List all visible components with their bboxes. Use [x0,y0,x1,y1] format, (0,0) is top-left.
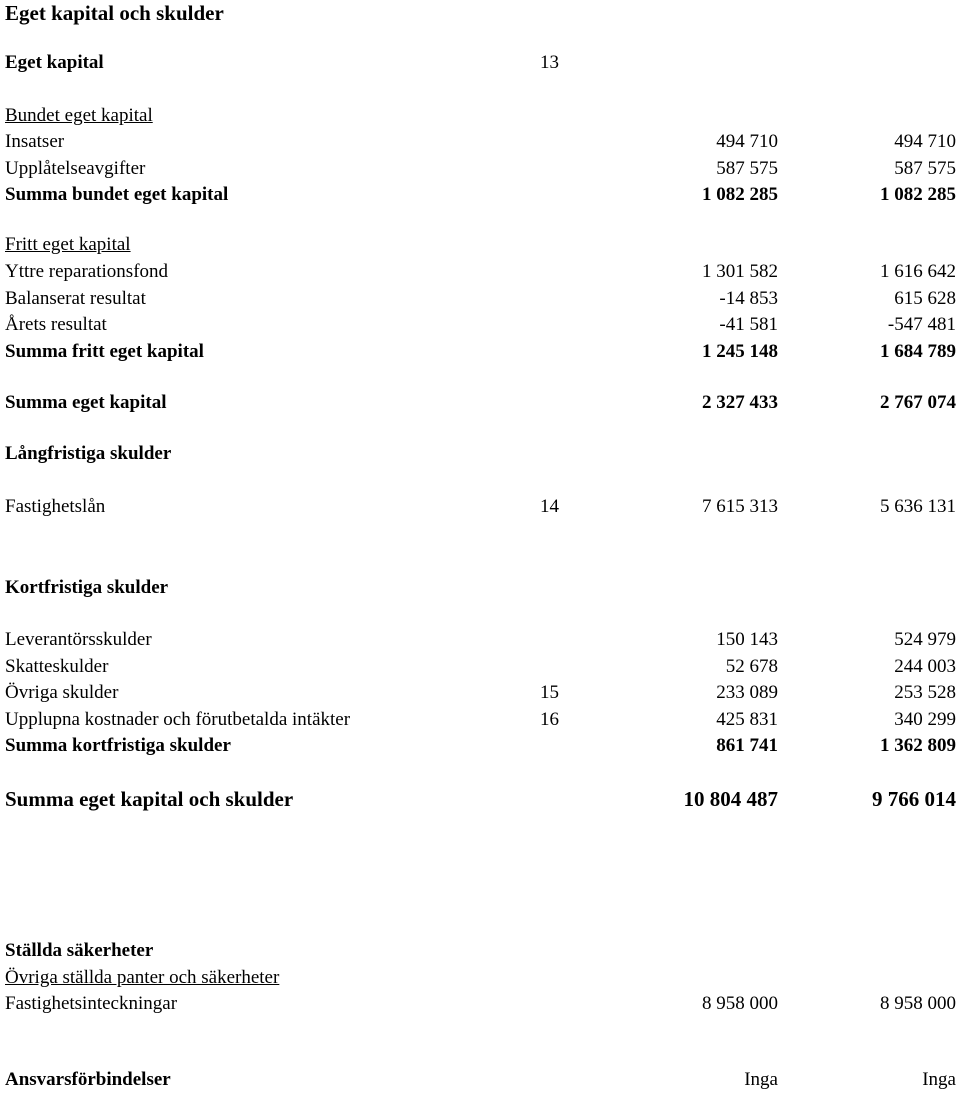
table-row [0,681,960,705]
row-current: 425 831 [716,709,778,730]
sakerheter-heading: Ställda säkerheter [5,940,154,961]
table-row [0,287,960,311]
total-current: 10 804 487 [683,787,778,811]
sum-current: 861 741 [716,735,778,756]
table-row [0,708,960,732]
row-current: -14 853 [719,288,778,309]
row-label: Upplupna kostnader och förutbetalda intäkter [5,709,351,730]
row-label: Övriga skulder [5,682,119,703]
bundet-heading: Bundet eget kapital [5,105,153,126]
row-label: Balanserat resultat [5,288,146,309]
total-row [0,787,960,811]
row-previous: 494 710 [894,131,956,152]
sum-previous: 2 767 074 [880,392,956,413]
row-label: Leverantörsskulder [5,629,152,650]
summa-eget-kapital-row [0,391,960,415]
eget-kapital-heading: Eget kapital [5,52,104,73]
table-row [0,655,960,679]
sakerheter-subheading-row [0,966,960,990]
page-title-row [0,1,960,25]
kortfristiga-heading: Kortfristiga skulder [5,577,169,598]
sum-row [0,340,960,364]
sakerheter-heading-row [0,939,960,963]
sum-previous: 1 684 789 [880,341,956,362]
total-previous: 9 766 014 [872,787,956,811]
langfristiga-heading: Långfristiga skulder [5,443,172,464]
table-row [0,157,960,181]
sum-previous: 1 082 285 [880,184,956,205]
fritt-heading: Fritt eget kapital [5,234,131,255]
row-label: Upplåtelseavgifter [5,158,146,179]
row-previous: 8 958 000 [880,993,956,1014]
row-previous: 244 003 [894,656,956,677]
row-current: -41 581 [719,314,778,335]
row-previous: 524 979 [894,629,956,650]
row-previous: 253 528 [894,682,956,703]
row-label: Insatser [5,131,65,152]
row-label: Fastighetslån [5,496,106,517]
table-row [0,130,960,154]
row-current: 150 143 [716,629,778,650]
row-previous: 587 575 [894,158,956,179]
row-current: 8 958 000 [702,993,778,1014]
row-current: 1 301 582 [702,261,778,282]
row-note: 15 [540,682,559,703]
ansvar-label: Ansvarsförbindelser [5,1069,171,1090]
row-previous: 615 628 [894,288,956,309]
eget-kapital-note: 13 [540,52,559,73]
row-previous: 1 616 642 [880,261,956,282]
row-current: 587 575 [716,158,778,179]
row-current: 233 089 [716,682,778,703]
total-label: Summa eget kapital och skulder [5,787,294,811]
row-current: 52 678 [725,656,778,677]
bundet-heading-row [0,104,960,128]
table-row [0,313,960,337]
table-row [0,260,960,284]
row-note: 14 [540,496,559,517]
table-row [0,628,960,652]
row-label: Skatteskulder [5,656,109,677]
ansvar-previous: Inga [922,1069,956,1090]
row-previous: -547 481 [887,314,956,335]
langfristiga-heading-row [0,442,960,466]
row-current: 7 615 313 [702,496,778,517]
sum-label: Summa eget kapital [5,392,167,413]
ansvar-row [0,1068,960,1092]
row-label: Årets resultat [5,314,107,335]
sum-current: 1 082 285 [702,184,778,205]
row-previous: 340 299 [894,709,956,730]
sum-current: 1 245 148 [702,341,778,362]
ansvar-current: Inga [744,1069,778,1090]
row-label: Fastighetsinteckningar [5,993,178,1014]
table-row [0,495,960,519]
sum-label: Summa bundet eget kapital [5,184,229,205]
kortfristiga-heading-row [0,576,960,600]
sum-label: Summa kortfristiga skulder [5,735,231,756]
sakerheter-subheading: Övriga ställda panter och säkerheter [5,967,280,988]
sum-row [0,734,960,758]
row-label: Yttre reparationsfond [5,261,169,282]
row-note: 16 [540,709,559,730]
sum-current: 2 327 433 [702,392,778,413]
row-current: 494 710 [716,131,778,152]
sum-label: Summa fritt eget kapital [5,341,204,362]
sum-previous: 1 362 809 [880,735,956,756]
sum-row [0,183,960,207]
fritt-heading-row [0,233,960,257]
eget-kapital-heading-row [0,51,960,75]
table-row [0,992,960,1016]
page-title: Eget kapital och skulder [5,1,224,25]
row-previous: 5 636 131 [880,496,956,517]
